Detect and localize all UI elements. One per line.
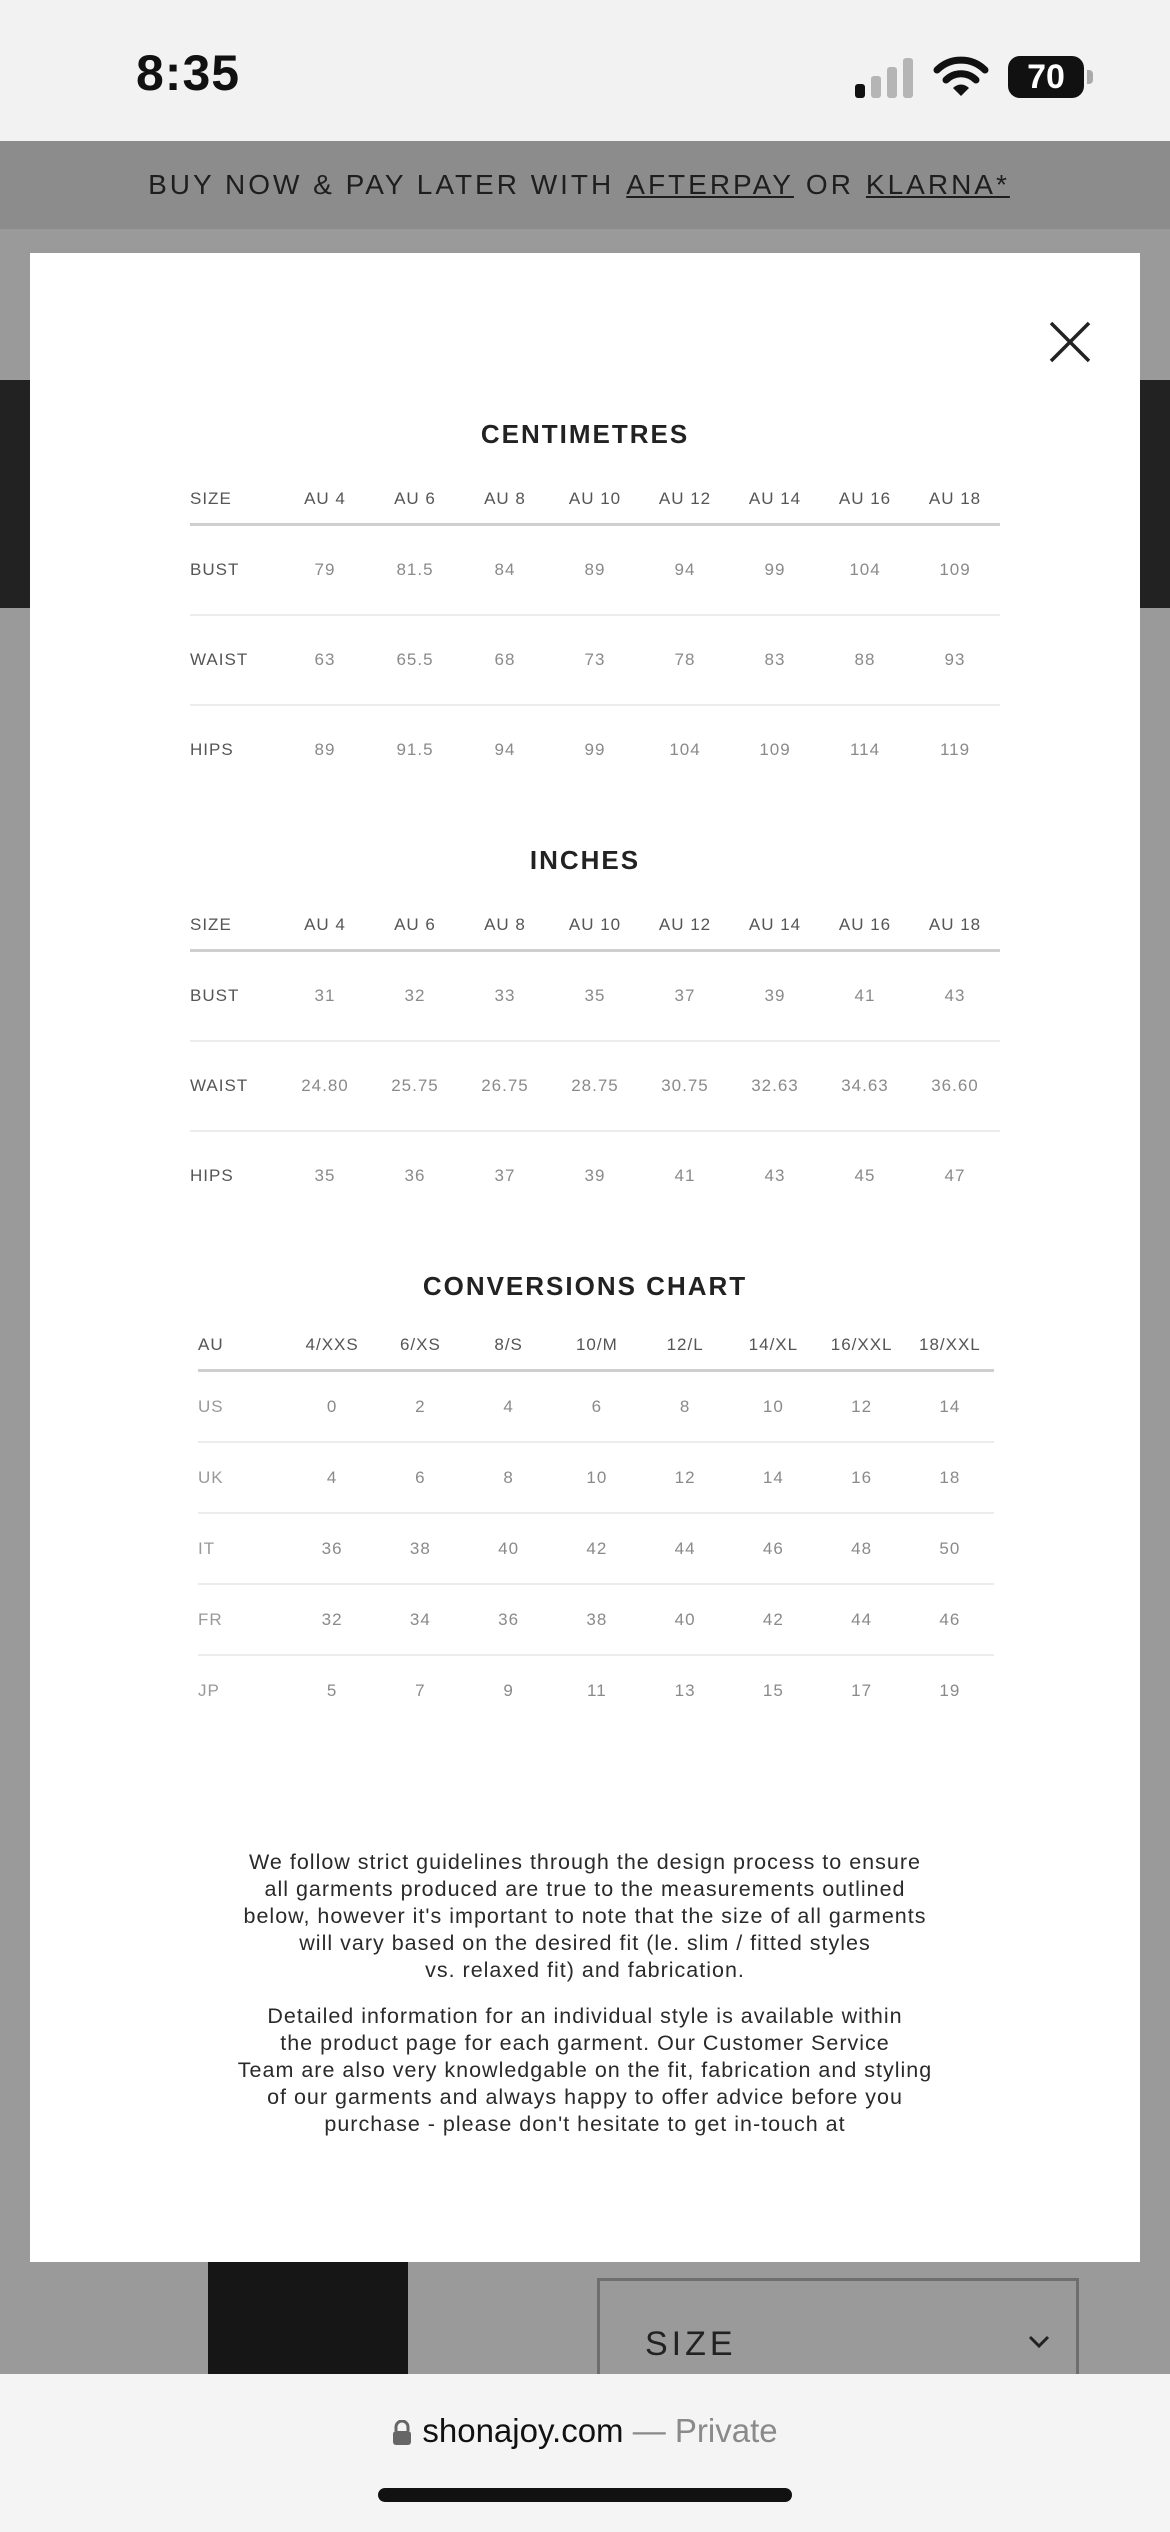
home-indicator[interactable] [378, 2488, 792, 2502]
table-row [190, 705, 1000, 794]
table-cell: 104 [820, 525, 910, 616]
table-cell: 4 [288, 1442, 376, 1513]
table-cell: 35 [550, 951, 640, 1042]
table-cell: 91.5 [396, 740, 434, 759]
table-cell: 83 [730, 615, 820, 705]
table-cell: 7 [415, 1680, 426, 1700]
url-separator: — [632, 2412, 666, 2449]
private-mode-label: Private [674, 2412, 778, 2449]
background-product-image-left [0, 380, 30, 608]
column-header: AU 8 [460, 901, 550, 951]
table-cell: 31 [280, 951, 370, 1042]
column-header: 8/S [465, 1321, 553, 1371]
table-row [190, 1041, 1000, 1131]
table-cell: 32.63 [730, 1041, 820, 1131]
table-cell: 42 [729, 1584, 817, 1655]
column-header: SIZE [190, 901, 280, 951]
table-cell: 30.75 [640, 1041, 730, 1131]
column-header: AU 4 [280, 475, 370, 525]
table-cell: 9 [503, 1680, 514, 1700]
paragraph-line: all garments produced are true to the measurements outlined [264, 1877, 906, 1901]
table-cell: 6 [553, 1371, 641, 1443]
table-cell: 37 [494, 1166, 516, 1185]
row-label: JP [198, 1680, 220, 1700]
paragraph-line: We follow strict guidelines through the design process to ensure [249, 1850, 921, 1874]
table-cell: 44 [818, 1584, 906, 1655]
table-row [198, 1655, 994, 1725]
background-product-image-right [1140, 380, 1170, 608]
column-header: AU 12 [640, 475, 730, 525]
row-label: FR [198, 1584, 288, 1655]
table-cell: 79 [280, 525, 370, 616]
paragraph-line: purchase - please don't hesitate to get in-touch at [324, 2112, 846, 2136]
table-cell: 13 [674, 1680, 696, 1700]
table-cell: 6 [376, 1442, 464, 1513]
column-header: AU 14 [730, 475, 820, 525]
table-cell: 48 [818, 1513, 906, 1584]
table-header-row [198, 1321, 994, 1371]
row-label: HIPS [190, 1166, 234, 1185]
paragraph-line: Detailed information for an individual style is available within [267, 2004, 903, 2028]
battery-level: 70 [1008, 56, 1084, 98]
row-label: IT [198, 1513, 288, 1584]
column-header: AU 6 [370, 901, 460, 951]
table-row [198, 1442, 994, 1513]
column-header: AU [198, 1321, 288, 1371]
battery-icon [1008, 56, 1094, 98]
background-product-thumbnail [208, 2262, 408, 2374]
url-domain: shonajoy.com [422, 2412, 624, 2449]
table-cell: 45 [854, 1166, 876, 1185]
table-cell: 28.75 [550, 1041, 640, 1131]
table-cell: 78 [640, 615, 730, 705]
column-header: AU 10 [550, 901, 640, 951]
column-header: 16/XXL [818, 1321, 906, 1371]
table-cell: 65.5 [370, 615, 460, 705]
table-cell: 119 [939, 740, 971, 759]
table-cell: 38 [376, 1513, 464, 1584]
table-row [190, 525, 1000, 616]
table-cell: 17 [851, 1680, 873, 1700]
paragraph-line: below, however it's important to note that the size of all garments [243, 1904, 927, 1928]
table-row [190, 615, 1000, 705]
table-cell: 36 [404, 1166, 426, 1185]
table-cell: 109 [910, 525, 1000, 616]
column-header: 6/XS [376, 1321, 464, 1371]
table-cell: 89 [314, 740, 336, 759]
table-cell: 4 [465, 1371, 553, 1443]
row-label: US [198, 1371, 288, 1443]
size-select-label: SIZE [645, 2325, 737, 2363]
paragraph-line: Team are also very knowledgable on the fit, fabrication and styling [237, 2058, 933, 2082]
table-cell: 43 [910, 951, 1000, 1042]
table-cell: 94 [640, 525, 730, 616]
table-cell: 94 [494, 740, 516, 759]
browser-address-bar[interactable] [0, 2374, 1170, 2532]
table-cell: 5 [326, 1680, 338, 1700]
klarna-link[interactable]: KLARNA* [865, 169, 1010, 200]
table-header-row [190, 901, 1000, 951]
table-cell: 63 [280, 615, 370, 705]
conversions-table [198, 1321, 994, 1725]
table-cell: 16 [818, 1442, 906, 1513]
table-cell: 104 [669, 740, 701, 759]
column-header: 12/L [641, 1321, 729, 1371]
table-cell: 73 [550, 615, 640, 705]
table-cell: 44 [641, 1513, 729, 1584]
table-cell: 39 [584, 1166, 606, 1185]
table-cell: 89 [550, 525, 640, 616]
table-cell: 14 [906, 1371, 994, 1443]
afterpay-link[interactable]: AFTERPAY [626, 169, 794, 200]
table-header-row [190, 475, 1000, 525]
table-cell: 109 [759, 740, 791, 759]
centimetres-table [190, 475, 1000, 794]
fit-guidelines-paragraph [170, 1849, 1000, 1984]
table-cell: 10 [553, 1442, 641, 1513]
table-cell: 38 [553, 1584, 641, 1655]
table-cell: 32 [370, 951, 460, 1042]
paragraph-line: will vary based on the desired fit (le. slim / fitted styles [299, 1931, 871, 1955]
close-icon[interactable] [1041, 313, 1099, 371]
paragraph-line: of our garments and always happy to offer advice before you [267, 2085, 903, 2109]
cellular-signal-icon [855, 58, 917, 98]
table-cell: 99 [730, 525, 820, 616]
table-cell: 0 [288, 1371, 376, 1443]
promo-banner [0, 141, 1170, 229]
row-label: UK [198, 1442, 288, 1513]
table-cell: 88 [820, 615, 910, 705]
table-cell: 41 [820, 951, 910, 1042]
table-cell: 15 [762, 1680, 784, 1700]
table-cell: 46 [906, 1584, 994, 1655]
table-cell: 34 [376, 1584, 464, 1655]
table-row [198, 1584, 994, 1655]
column-header: 4/XXS [288, 1321, 376, 1371]
table-cell: 99 [584, 740, 606, 759]
size-select[interactable] [597, 2278, 1079, 2388]
table-cell: 12 [818, 1371, 906, 1443]
table-cell: 43 [764, 1166, 786, 1185]
table-cell: 114 [849, 740, 881, 759]
table-cell: 36.60 [910, 1041, 1000, 1131]
column-header: AU 18 [910, 901, 1000, 951]
table-cell: 26.75 [460, 1041, 550, 1131]
column-header: AU 14 [730, 901, 820, 951]
table-cell: 10 [729, 1371, 817, 1443]
table-cell: 18 [906, 1442, 994, 1513]
promo-or: OR [805, 169, 854, 200]
table-cell: 2 [376, 1371, 464, 1443]
table-cell: 8 [641, 1371, 729, 1443]
table-cell: 36 [465, 1584, 553, 1655]
table-cell: 32 [288, 1584, 376, 1655]
table-cell: 12 [641, 1442, 729, 1513]
column-header: 18/XXL [906, 1321, 994, 1371]
row-label: BUST [190, 525, 280, 616]
column-header: 10/M [553, 1321, 641, 1371]
size-guide-modal [30, 253, 1140, 2262]
column-header: AU 4 [280, 901, 370, 951]
table-cell: 47 [944, 1166, 966, 1185]
column-header: AU 16 [820, 901, 910, 951]
table-cell: 40 [641, 1584, 729, 1655]
table-row [198, 1513, 994, 1584]
column-header: AU 10 [550, 475, 640, 525]
paragraph-line: vs. relaxed fit) and fabrication. [425, 1958, 745, 1982]
url-display[interactable] [0, 2412, 1170, 2450]
centimetres-title: CENTIMETRES [480, 419, 690, 449]
column-header: AU 6 [370, 475, 460, 525]
column-header: AU 8 [460, 475, 550, 525]
wifi-icon [933, 56, 989, 98]
row-label: BUST [190, 951, 280, 1042]
table-cell: 46 [729, 1513, 817, 1584]
table-row [198, 1371, 994, 1443]
table-cell: 81.5 [370, 525, 460, 616]
row-label: WAIST [190, 615, 280, 705]
customer-service-paragraph [170, 2003, 1000, 2138]
table-cell: 36 [288, 1513, 376, 1584]
inches-title: INCHES [529, 845, 641, 875]
table-cell: 39 [730, 951, 820, 1042]
table-row [190, 1131, 1000, 1220]
column-header: 14/XL [729, 1321, 817, 1371]
column-header: AU 12 [640, 901, 730, 951]
table-cell: 25.75 [370, 1041, 460, 1131]
table-cell: 50 [906, 1513, 994, 1584]
row-label: WAIST [190, 1041, 280, 1131]
conversions-title: CONVERSIONS CHART [422, 1271, 748, 1301]
paragraph-line: the product page for each garment. Our Customer Service [280, 2031, 890, 2055]
table-cell: 40 [465, 1513, 553, 1584]
table-cell: 8 [465, 1442, 553, 1513]
table-cell: 37 [640, 951, 730, 1042]
table-cell: 41 [674, 1166, 696, 1185]
status-bar [0, 0, 1170, 141]
table-cell: 84 [460, 525, 550, 616]
column-header: AU 18 [910, 475, 1000, 525]
lock-icon [392, 2420, 412, 2446]
row-label: HIPS [190, 740, 234, 759]
table-cell: 19 [939, 1680, 961, 1700]
status-time: 8:35 [136, 45, 241, 101]
table-row [190, 951, 1000, 1042]
table-cell: 35 [314, 1166, 336, 1185]
table-cell: 42 [553, 1513, 641, 1584]
table-cell: 14 [729, 1442, 817, 1513]
table-cell: 33 [460, 951, 550, 1042]
table-cell: 68 [460, 615, 550, 705]
column-header: SIZE [190, 475, 280, 525]
inches-table [190, 901, 1000, 1220]
table-cell: 34.63 [820, 1041, 910, 1131]
table-cell: 93 [910, 615, 1000, 705]
table-cell: 24.80 [280, 1041, 370, 1131]
column-header: AU 16 [820, 475, 910, 525]
chevron-down-icon [1028, 2335, 1050, 2349]
promo-text: BUY NOW & PAY LATER WITH [148, 169, 615, 200]
table-cell: 11 [587, 1680, 607, 1700]
